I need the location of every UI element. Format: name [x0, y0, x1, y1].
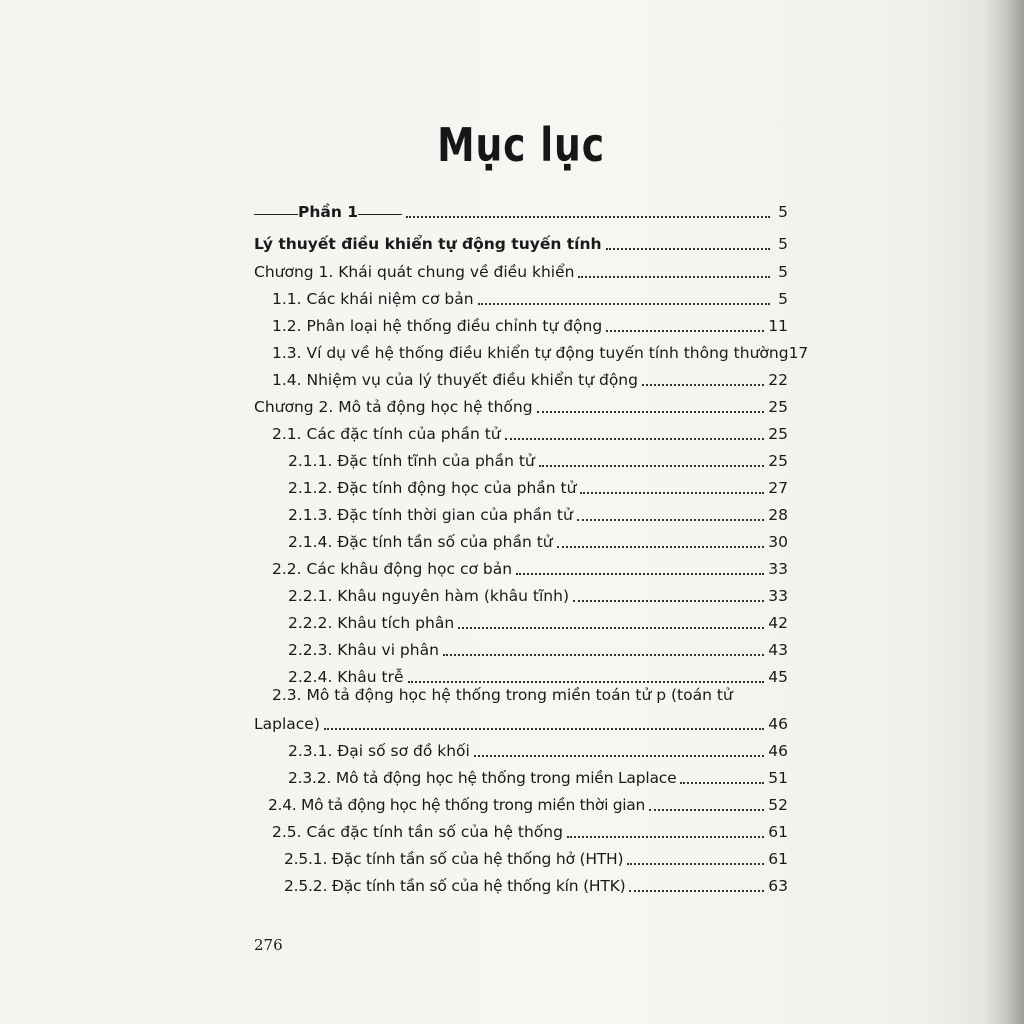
- toc-entry-label: 2.1.4. Đặc tính tần số của phần tử: [288, 533, 553, 551]
- toc-entry-label: Chương 1. Khái quát chung về điều khiển: [254, 263, 575, 281]
- toc-entry-1-3: [254, 337, 809, 363]
- dot-leader: [443, 654, 764, 656]
- toc-entry-2-2-4: [254, 661, 788, 687]
- toc-entry-label: 2.1. Các đặc tính của phần tử: [272, 425, 501, 443]
- toc-entry-2-4: [254, 789, 788, 815]
- dot-leader: [474, 755, 764, 757]
- toc-entry-page: 42: [768, 614, 788, 632]
- toc-entry-label: 2.2. Các khâu động học cơ bản: [272, 560, 513, 578]
- toc-entry-2-1-3: [254, 499, 788, 525]
- dot-leader: [573, 600, 764, 602]
- toc-entry-2-1-4: [254, 526, 788, 552]
- toc-entry-chapter-1: [254, 256, 788, 282]
- dot-leader: [649, 809, 764, 811]
- toc-entry-page: 5: [778, 235, 788, 253]
- toc-entry-2-5-1: [254, 843, 788, 869]
- toc-entry-1-1: [254, 283, 788, 309]
- toc-entry-page: 25: [768, 425, 788, 443]
- toc-entry-page: 46: [768, 715, 788, 733]
- page-number: 276: [254, 936, 283, 954]
- toc-entry-page: 22: [768, 371, 788, 389]
- dot-leader: [680, 782, 764, 784]
- toc-entry-2-2-3: [254, 634, 788, 660]
- toc-entry-2-3-1: [254, 735, 788, 761]
- toc-entry-page: 5: [778, 203, 788, 221]
- toc-entry-label: 2.5.2. Đặc tính tần số của hệ thống kín (HTK): [284, 877, 626, 895]
- toc-entry-2-2-2: [254, 607, 788, 633]
- toc-entry-page: 33: [768, 587, 788, 605]
- toc-entry-page: 5: [778, 290, 788, 308]
- toc-entry-page: 25: [768, 398, 788, 416]
- toc-entry-2-1-2: [254, 472, 788, 498]
- toc-entry-label: 1.4. Nhiệm vụ của lý thuyết điều khiển tự động: [272, 371, 638, 389]
- toc-entry-label: 2.2.4. Khâu trễ: [288, 668, 404, 686]
- dot-leader: [324, 728, 764, 730]
- dot-leader: [408, 681, 765, 683]
- toc-entry-label: 2.1.2. Đặc tính động học của phần tử: [288, 479, 577, 497]
- toc-entry-page: 51: [768, 769, 788, 787]
- toc-entry-label: 2.1.3. Đặc tính thời gian của phần tử: [288, 506, 573, 524]
- part-underline-left: [254, 214, 298, 215]
- dot-leader: [580, 492, 764, 494]
- toc-entry-2-3-2: [254, 762, 788, 788]
- toc-entry-page: 63: [768, 877, 788, 895]
- toc-entry-label: 2.1.1. Đặc tính tĩnh của phần tử: [288, 452, 535, 470]
- toc-entry-label: 1.3. Ví dụ về hệ thống điều khiển tự động tuyến tính thông thường: [272, 344, 789, 362]
- toc-entry-2-5-2: [254, 870, 788, 896]
- toc-entry-2-1-1: [254, 445, 788, 471]
- dot-leader: [505, 438, 765, 440]
- dot-leader: [458, 627, 764, 629]
- dot-leader: [539, 465, 765, 467]
- toc-entry-label: Laplace): [254, 715, 320, 733]
- toc-entry-label: 2.2.2. Khâu tích phân: [288, 614, 455, 632]
- toc-entry-page: 43: [768, 641, 788, 659]
- toc-entry-chapter-2: [254, 391, 788, 417]
- toc-entry-2-1: [254, 418, 788, 444]
- toc-entry-page: 33: [768, 560, 788, 578]
- dot-leader: [577, 519, 764, 521]
- toc-entry-page: 25: [768, 452, 788, 470]
- toc-entry-2-5: [254, 816, 788, 842]
- toc-entry-page: 5: [778, 263, 788, 281]
- page-title: Mục lục: [437, 118, 605, 172]
- toc-entry-page: 61: [768, 823, 788, 841]
- toc-entry-label: 2.3. Mô tả động học hệ thống trong miền toán tử p (toán tử: [272, 686, 733, 704]
- toc-entry-label: 2.2.1. Khâu nguyên hàm (khâu tĩnh): [288, 587, 569, 605]
- toc-entry-label: 1.1. Các khái niệm cơ bản: [272, 290, 474, 308]
- toc-entry-label: Chương 2. Mô tả động học hệ thống: [254, 398, 533, 416]
- toc-entry-page: 52: [768, 796, 788, 814]
- dot-leader: [516, 573, 764, 575]
- toc-entry-label: 2.3.2. Mô tả động học hệ thống trong miền Laplace: [288, 769, 677, 787]
- dot-leader: [606, 248, 770, 250]
- toc-entry-label: 1.2. Phân loại hệ thống điều chỉnh tự động: [272, 317, 603, 335]
- dot-leader: [627, 863, 764, 865]
- toc-entry-page: 46: [768, 742, 788, 760]
- toc-entry-label: 2.2.3. Khâu vi phân: [288, 641, 439, 659]
- toc-entry-page: 61: [768, 850, 788, 868]
- toc-entry-2-2-1: [254, 580, 788, 606]
- toc-entry-2-3: [254, 708, 788, 734]
- dot-leader: [642, 384, 764, 386]
- toc-entry-page: 27: [768, 479, 788, 497]
- dot-leader: [406, 216, 770, 218]
- dot-leader: [629, 890, 764, 892]
- toc-entry-label: 2.5. Các đặc tính tần số của hệ thống: [272, 823, 563, 841]
- toc-entry-label: 2.4. Mô tả động học hệ thống trong miền thời gian: [268, 796, 645, 814]
- toc-entry-1-4: [254, 364, 788, 390]
- toc-entry-page: 17: [788, 344, 809, 362]
- toc-entry-label: 2.3.1. Đại số sơ đồ khối: [288, 742, 470, 760]
- dot-leader: [567, 836, 764, 838]
- dot-leader: [537, 411, 765, 413]
- toc-entry-page: 30: [768, 533, 788, 551]
- toc-entry-page: 28: [768, 506, 788, 524]
- toc-entry-page: 45: [768, 668, 788, 686]
- toc-entry-page: 11: [768, 317, 788, 335]
- toc-entry-label: Lý thuyết điều khiển tự động tuyến tính: [254, 235, 602, 253]
- dot-leader: [557, 546, 765, 548]
- toc-entry-part: [254, 196, 788, 222]
- part-underline-right: [358, 214, 402, 215]
- dot-leader: [606, 330, 764, 332]
- toc-entry-label: Phần 1: [298, 203, 359, 221]
- toc-entry-1-2: [254, 310, 788, 336]
- dot-leader: [578, 276, 770, 278]
- toc-entry-2-2: [254, 553, 788, 579]
- toc-entry-label: 2.5.1. Đặc tính tần số của hệ thống hở (HTH): [284, 850, 624, 868]
- toc-entry-section-title: [254, 228, 788, 254]
- dot-leader: [478, 303, 770, 305]
- page-binding-shadow: [984, 0, 1024, 1024]
